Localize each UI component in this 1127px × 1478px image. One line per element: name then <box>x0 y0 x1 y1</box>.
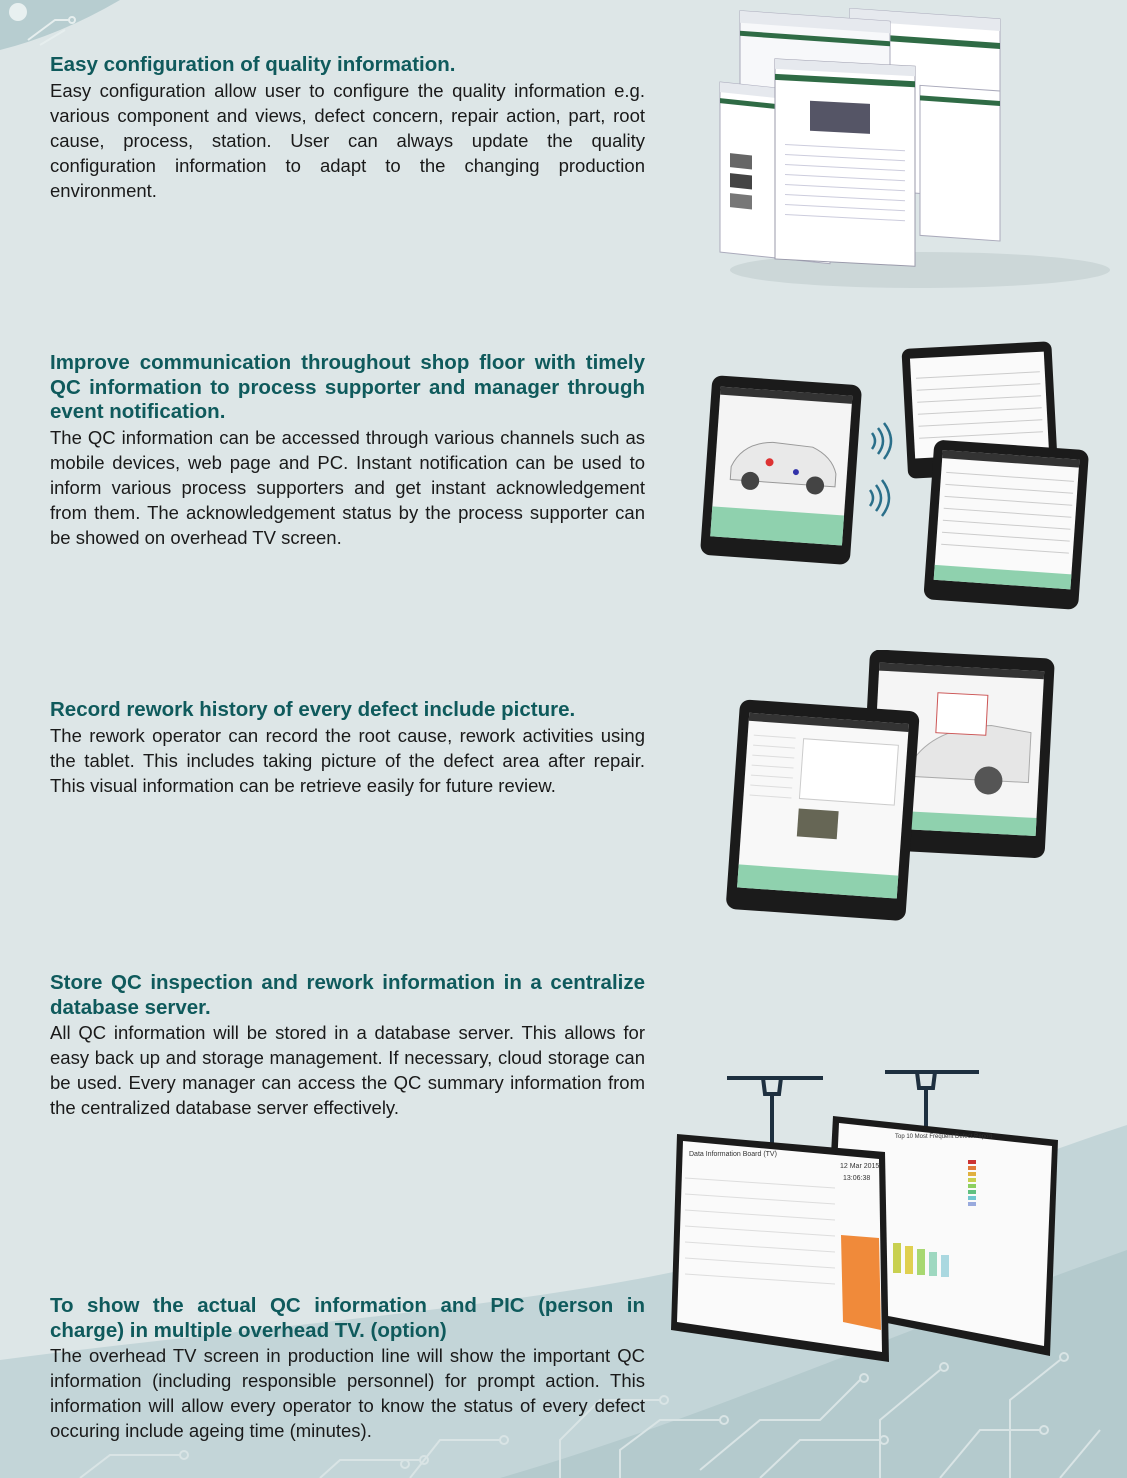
tv-right-title: Top 10 Most Frequent Defect Report <box>895 1134 993 1140</box>
rework-tablets-illustration <box>720 650 1120 925</box>
tablets-notification-illustration <box>700 335 1120 625</box>
section-rework-history <box>50 698 645 798</box>
section-communication <box>50 351 645 550</box>
tv-left-title: Data Information Board (TV) <box>689 1151 777 1158</box>
section-body: All QC information will be stored in a database server. This allows for easy back up and storage management. If necessary, cloud storage can be used. Every manager can access the QC summary information from the centralized database server effectively. <box>50 1022 645 1118</box>
section-heading: Store QC inspection and rework information in a centralize database server. <box>50 971 645 1019</box>
section-body: The overhead TV screen in production line will show the important QC information (including responsible personnel) for prompt action. This information will allow every operator to know the status of every defect occuring include ageing time (minutes). <box>50 1345 645 1441</box>
tv-left-date: 12 Mar 2015 <box>840 1163 880 1170</box>
section-body: Easy configuration allow user to configure the quality information e.g. various component and views, defect concern, repair action, part, root cause, process, station. User can always update the quality configuration information to adapt to the changing production environment. <box>50 79 645 201</box>
section-overhead-tv <box>50 1294 645 1443</box>
section-easy-configuration <box>50 53 645 203</box>
tv-left-time: 13:06:38 <box>843 1175 871 1182</box>
section-body: The QC information can be accessed through various channels such as mobile devices, web page and PC. Instant notification can be used to inform various process supporters and get instant acknowledgement from them. The acknowledgement status by the process supporter can be showed on overhead TV screen. <box>50 426 645 548</box>
section-heading: Improve communication throughout shop floor with timely QC information to process supporter and manager through event notification. <box>50 351 645 423</box>
section-body: The rework operator can record the root cause, rework activities using the tablet. This includes taking picture of the defect area after repair. This visual information can be retrieve easily for future review. <box>50 724 645 796</box>
section-heading: To show the actual QC information and PIC (person in charge) in multiple overhead TV. (option) <box>50 1294 645 1342</box>
section-database-server <box>50 971 645 1120</box>
browser-windows-illustration <box>700 0 1120 310</box>
overhead-tv-illustration <box>665 1060 1095 1370</box>
section-heading: Record rework history of every defect include picture. <box>50 698 576 721</box>
section-heading: Easy configuration of quality information. <box>50 53 456 76</box>
